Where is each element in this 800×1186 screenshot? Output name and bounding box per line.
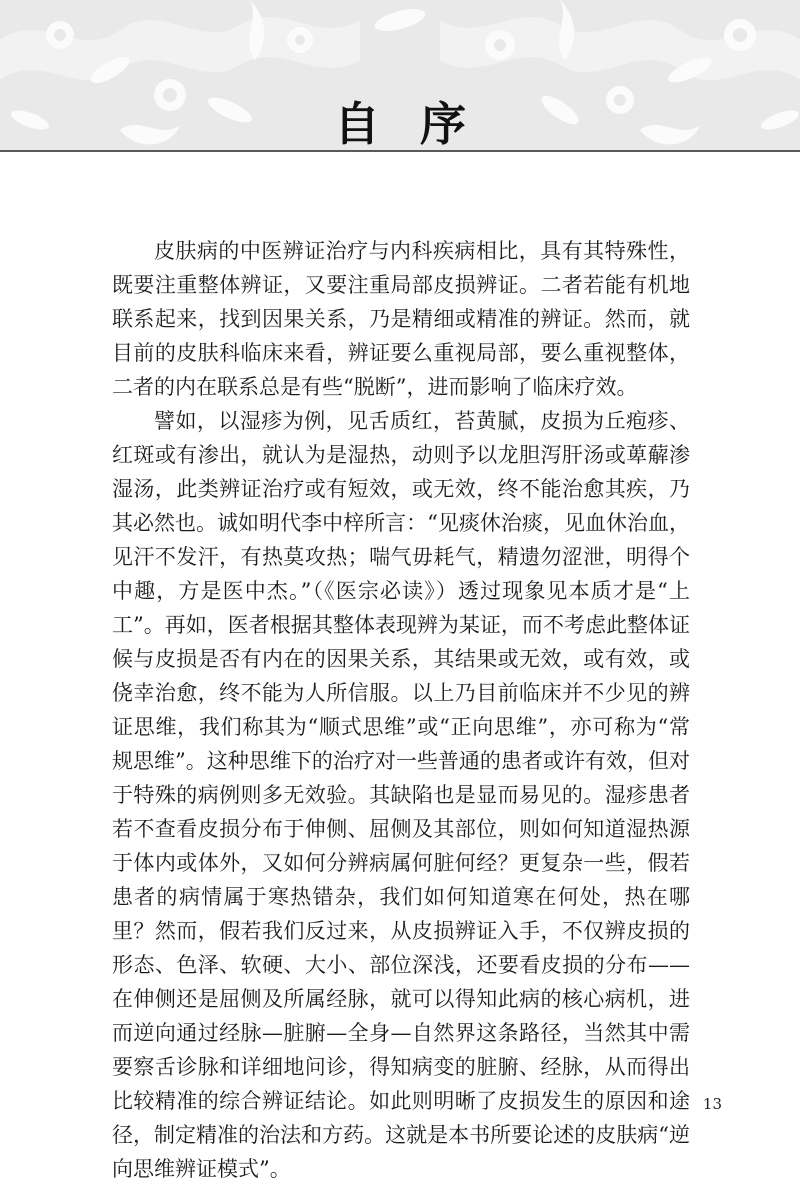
- paragraph-1: 皮肤病的中医辨证治疗与内科疾病相比，具有其特殊性，既要注重整体辨证，又要注重局部皮损辨证。二者若能有机地联系起来，找到因果关系，乃是精细或精准的辨证。然而，就目前的皮肤科临床来看，辨证要么重视局部，要么重视整体，二者的内在联系总是有些“脱断”，进而影响了临床疗效。: [112, 239, 690, 399]
- paragraph-2: 譬如，以湿疹为例，见舌质红，苔黄腻，皮损为丘疱疹、红斑或有渗出，就认为是湿热，动则予以龙胆泻肝汤或萆薢渗湿汤，此类辨证治疗或有短效，或无效，终不能治愈其疾，乃其必然也。诚如明代李中梓所言：“见痰休治痰，见血休治血，见汗不发汗，有热莫攻热；喘气毋耗气，精遗勿涩泄，明得个中趣，方是医中杰。”（《医宗必读》）透过现象见本质才是“上工”。再如，医者根据其整体表现辨为某证，而不考虑此整体证候与皮损是否有内在的因果关系，其结果或无效，或有效，或侥幸治愈，终不能为人所信服。以上乃目前临床并不少见的辨证思维，我们称其为“顺式思维”或“正向思维”，亦可称为“常规思维”。这种思维下的治疗对一些普通的患者或许有效，但对于特殊的病例则多无效验。其缺陷也是显而易见的。湿疹患者若不查看皮损分布于伸侧、屈侧及其部位，则如何知道湿热源于体内或体外，又如何分辨病属何脏何经？更复杂一些，假若患者的病情属于寒热错杂，我们如何知道寒在何处，热在哪里？然而，假若我们反过来，从皮损辨证入手，不仅辨皮损的形态、色泽、软硬、大小、部位深浅，还要看皮损的分布——在伸侧还是屈侧及所属经脉，就可以得知此病的核心病机，进而逆向通过经脉—脏腑—全身—自然界这条路径，当然其中需要察舌诊脉和详细地问诊，得知病变的脏腑、经脉，从而得出比较精准的综合辨证结论。如此则明晰了皮损发生的原因和途径，制定精准的治法和方药。这就是本书所要论述的皮肤病“逆向思维辨证模式”。: [112, 409, 690, 1181]
- page-title: 自序: [334, 97, 506, 151]
- page-number: 13: [702, 1095, 722, 1113]
- preface-body: [112, 234, 690, 1186]
